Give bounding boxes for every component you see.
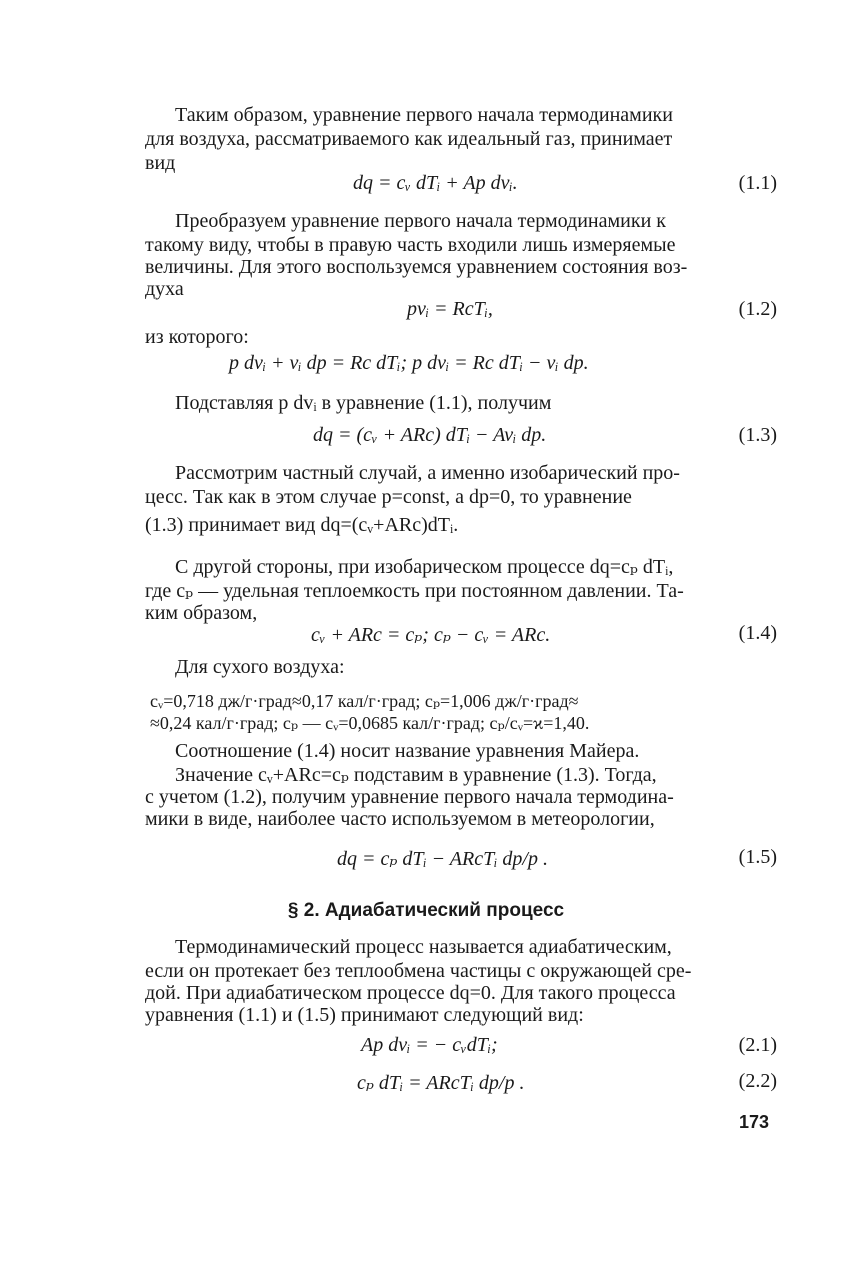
equation-1-2 [145,298,777,324]
equation-number: (1.2) [738,298,777,320]
equation-formula: Ap dvᵢ = − cᵥdTᵢ; [361,1034,498,1056]
equation-number: (1.4) [738,622,777,644]
text-line: для воздуха, рассматриваемого как идеальный газ, принимает [145,128,673,150]
equation-formula: dq = cₚ dTᵢ − ARcTᵢ dp/p . [337,848,548,870]
text-line: Рассмотрим частный случай, а именно изобарический про- [175,462,680,484]
equation-2-1 [145,1034,777,1060]
text-line: ким образом, [145,602,258,624]
text-line: (1.3) принимает вид dq=(cᵥ+ARc)dTᵢ. [145,514,459,536]
equation-number: (1.5) [738,846,777,868]
text-line: величины. Для этого воспользуемся уравнением состояния воз- [145,256,688,278]
text-line: такому виду, чтобы в правую часть входили лишь измеряемые [145,234,676,256]
equation-number: (2.2) [738,1070,777,1092]
text-line: дой. При адиабатическом процессе dq=0. Для такого процесса [145,982,676,1004]
text-line: ≈0,24 кал/г·град; cₚ — cᵥ=0,0685 кал/г·град; cₚ/cᵥ=ϰ=1,40. [150,713,590,733]
equation-1-3 [145,424,777,450]
equation-formula: cᵥ + ARc = cₚ; cₚ − cᵥ = ARc. [311,624,551,646]
equation-1-4 [145,622,777,648]
text-line: Подставляя p dvᵢ в уравнение (1.1), получим [175,392,552,414]
text-line: Соотношение (1.4) носит название уравнения Майера. [175,740,640,762]
text-line: Таким образом, уравнение первого начала термодинамики [175,104,673,126]
text-line: вид [145,152,176,174]
text-line: из которого: [145,326,249,348]
text-line: cᵥ=0,718 дж/г·град≈0,17 кал/г·град; cₚ=1,006 дж/г·град≈ [150,691,579,711]
equation-formula: p dvᵢ + vᵢ dp = Rc dTᵢ; p dvᵢ = Rc dTᵢ − vᵢ dp. [229,352,589,374]
equation-formula: pvᵢ = RcTᵢ, [407,298,493,320]
section-heading: § 2. Адиабатический процесс [287,900,565,921]
text-line: Термодинамический процесс называется адиабатическим, [175,936,672,958]
text-line: духа [145,278,184,300]
page-number: 173 [738,1112,769,1132]
text-line: уравнения (1.1) и (1.5) принимают следующий вид: [145,1004,584,1026]
equation-2-2 [145,1070,777,1096]
equation-number: (1.3) [738,424,777,446]
text-line: Преобразуем уравнение первого начала термодинамики к [175,210,666,232]
equation-formula: dq = (cᵥ + ARc) dTᵢ − Avᵢ dp. [313,424,547,446]
text-line: Значение cᵥ+ARc=cₚ подставим в уравнение (1.3). Тогда, [175,764,657,786]
equation-1-5 [145,846,777,872]
equation-formula: cₚ dTᵢ = ARcTᵢ dp/p . [357,1072,525,1094]
equation-number: (2.1) [738,1034,777,1056]
text-line: где cₚ — удельная теплоемкость при постоянном давлении. Та- [145,580,684,602]
text-line: если он протекает без теплообмена частицы с окружающей сре- [145,960,692,982]
text-line: Для сухого воздуха: [175,656,345,678]
equation-1-2-derived [145,352,777,378]
equation-1-1 [145,172,777,198]
text-line: с учетом (1.2), получим уравнение первого начала термодина- [145,786,674,808]
text-line: мики в виде, наиболее часто используемом в метеорологии, [145,808,655,830]
text-line: цесс. Так как в этом случае p=const, а dp=0, то уравнение [145,486,632,508]
equation-number: (1.1) [738,172,777,194]
text-line: С другой стороны, при изобарическом процессе dq=cₚ dTᵢ, [175,556,674,578]
equation-formula: dq = cᵥ dTᵢ + Ap dvᵢ. [353,172,518,194]
